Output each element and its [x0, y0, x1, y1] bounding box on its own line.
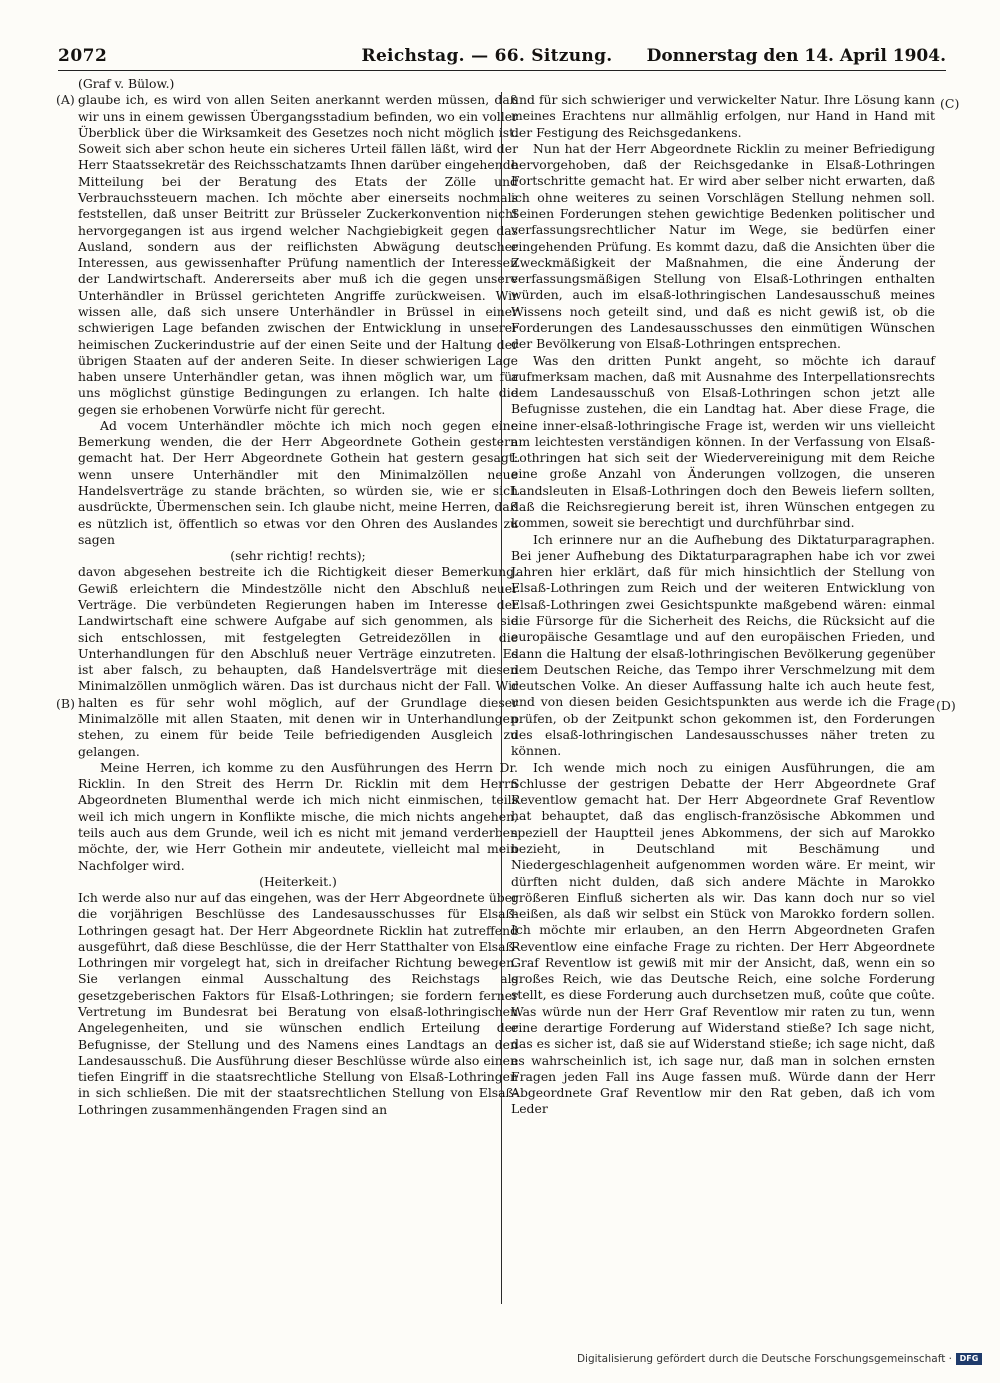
margin-marker-a: (A) — [56, 92, 75, 107]
paragraph: und für sich schwieriger und verwickelter Natur. Ihre Lösung kann meines Erachtens nur allmählig erfolgen, nur Hand in Hand mit der Festigung des Reichsgedankens. — [511, 92, 935, 140]
session-date: Donnerstag den 14. April 1904. — [646, 46, 946, 66]
speaker-label: (Graf v. Bülow.) — [78, 76, 175, 91]
margin-marker-d: (D) — [936, 698, 956, 713]
margin-marker-b: (B) — [56, 696, 75, 711]
funding-credit: Digitalisierung gefördert durch die Deutsche Forschungsgemeinschaft · — [576, 1353, 952, 1365]
paragraph: Ad vocem Unterhändler möchte ich mich noch gegen eine Bemerkung wenden, die der Herr Abgeordnete Gothein gestern gemacht hat. Der Herr Abgeordnete Gothein hat gestern gesagt: wenn unsere Unterhändler mit den Minimalzöllen neue Handelsverträge zu stande brächten, so würden sie, wie er sich ausdrückte, Übermenschen sein. Ich glaube nicht, meine Herren, daß es nützlich ist, öffentlich so etwas vor den Ohren des Auslandes zu sagen — [78, 417, 518, 547]
paragraph: Ich werde also nur auf das eingehen, was der Herr Abgeordnete über die vorjährigen Beschlüsse des Landesausschusses für Elsaß-Lothringen gesagt hat. Der Herr Abgeordnete Ricklin hat zutreffend ausgeführt, daß diese Beschlüsse, die der Herr Statthalter von Elsaß-Lothringen mir vorgelegt hat, sich in dreifacher Richtung bewegen. Sie verlangen einmal Ausschaltung des Reichstags als gesetzgeberischen Faktors für Elsaß-Lothringen; sie fordern ferner Vertretung im Bundesrat bei Beratung von elsaß-lothringischen Angelegenheiten, und sie wünschen endlich Erteilung der Befugnisse, der Stellung und des Namens eines Landtags an den Landesausschuß. Die Ausführung dieser Beschlüsse würde also einen tiefen Eingriff in die staatsrechtliche Stellung von Elsaß-Lothringen in sich schließen. Die mit der staatsrechtlichen Stellung von Elsaß-Lothringen zusammenhängenden Fragen sind an — [78, 890, 518, 1117]
paragraph: Meine Herren, ich komme zu den Ausführungen des Herrn Dr. Ricklin. In den Streit des Herrn Dr. Ricklin mit dem Herrn Abgeordneten Blumenthal werde ich mich nicht einmischen, teils weil ich mich ungern in Konflikte mische, die mich nichts angehen, teils auch aus dem Grunde, weil ich es nicht mit jemand verderben möchte, der, wie Herr Gothein mir andeutete, vielleicht mal mein Nachfolger wird. — [78, 759, 518, 873]
paragraph: Ich erinnere nur an die Aufhebung des Diktaturparagraphen. Bei jener Aufhebung des Diktaturparagraphen habe ich vor zwei Jahren hier erklärt, daß für mich hinsichtlich der Stellung von Elsaß-Lothringen zum Reich und der weiteren Entwicklung von Elsaß-Lothringen zwei Gesichtspunkte maßgebend wären: einmal die Fürsorge für die Sicherheit des Reichs, die Rücksicht auf die europäische Gesamtlage und auf den europäischen Frieden, und dann die Haltung der elsaß-lothringischen Bevölkerung gegenüber dem Deutschen Reiche, das Tempo ihrer Verschmelzung mit dem deutschen Volke. An dieser Auffassung halte ich auch heute fest, und von diesen beiden Gesichtspunkten aus werde ich die Frage prüfen, ob der Zeitpunkt schon gekommen ist, den Forderungen des elsaß-lothringischen Landesausschusses näher treten zu können. — [511, 531, 935, 759]
page-number: 2072 — [58, 46, 108, 66]
paragraph: Was den dritten Punkt angeht, so möchte ich darauf aufmerksam machen, daß mit Ausnahme des Interpellationsrechts dem Landesausschuß von Elsaß-Lothringen schon jetzt alle Befugnisse zustehen, die ein Landtag hat. Aber diese Frage, die eine inner-elsaß-lothringische Frage ist, werden wir uns vielleicht am leichtesten verständigen können. In der Verfassung von Elsaß-Lothringen hat sich seit der Wiedervereinigung mit dem Reiche eine große Anzahl von Änderungen vollzogen, die unseren Landsleuten in Elsaß-Lothringen doch den Beweis liefern sollten, daß die Reichsregierung bereit ist, ihren Wünschen entgegen zu kommen, soweit sie berechtigt und durchführbar sind. — [511, 352, 935, 531]
margin-marker-c: (C) — [940, 96, 960, 111]
running-head: Reichstag. — 66. Sitzung. — [361, 46, 613, 66]
footer-credit — [577, 1353, 982, 1365]
paragraph: glaube ich, es wird von allen Seiten anerkannt werden müssen, daß wir uns in einem gewissen Übergangsstadium befinden, wo ein voller Überblick über die Wirksamkeit des Gesetzes noch nicht möglich ist. Soweit sich aber schon heute ein sicheres Urteil fällen läßt, wird der Herr Staatssekretär des Reichsschatzamts Ihnen darüber eingehende Mitteilung bei der Beratung des Etats der Zölle und Verbrauchssteuern machen. Ich möchte aber einerseits nochmals feststellen, daß unser Beitritt zur Brüsseler Zuckerkonvention nicht hervorgegangen ist aus irgend welcher Nachgiebigkeit gegen das Ausland, sondern aus der reiflichsten Abwägung deutscher Interessen, aus gewissenhafter Prüfung namentlich der Interessen der Landwirtschaft. Andererseits aber muß ich die gegen unsere Unterhändler in Brüssel gerichteten Angriffe zurückweisen. Wir wissen alle, daß sich unsere Unterhändler in Brüssel in einer schwierigen Lage befanden zwischen der Entwicklung in unserer heimischen Zuckerindustrie auf der einen Seite und der Haltung der übrigen Staaten auf der anderen Seite. In dieser schwierigen Lage haben unsere Unterhändler getan, was ihnen möglich war, um für uns möglichst günstige Bedingungen zu erlangen. Ich halte die gegen sie erhobenen Vorwürfe nicht für gerecht. — [78, 92, 518, 417]
paragraph: Ich wende mich noch zu einigen Ausführungen, die am Schlusse der gestrigen Debatte der Herr Abgeordnete Graf Reventlow gemacht hat. Der Herr Abgeordnete Graf Reventlow hat behauptet, daß das englisch-französische Abkommen und speziell der Hauptteil jenes Abkommens, der sich auf Marokko bezieht, in Deutschland mit Beschämung und Niedergeschlagenheit aufgenommen worden wäre. Er meint, wir dürften nicht dulden, daß sich andere Mächte in Marokko größeren Einfluß sicherten als wir. Das kann doch nur so viel heißen, als daß wir selbst ein Stück von Marokko fordern sollen. Ich möchte mir erlauben, an den Herrn Abgeordneten Grafen Reventlow eine einfache Frage zu richten. Der Herr Abgeordnete Graf Reventlow ist gewiß mit mir der Ansicht, daß, wenn ein so großes Reich, wie das Deutsche Reich, eine solche Forderung stellt, es diese Forderung auch durchsetzen muß, coûte que coûte. Was würde nun der Herr Graf Reventlow mir raten zu tun, wenn eine derartige Forderung auf Widerstand stieße? Ich sage nicht, das es sicher ist, daß sie auf Widerstand stieße; ich sage nicht, daß es wahrscheinlich ist, ich sage nur, daß man in solchen ernsten Fragen jeden Fall ins Auge fassen muß. Würde dann der Herr Abgeordnete Graf Reventlow mir den Rat geben, daß ich vom Leder — [511, 759, 935, 1117]
paragraph: Nun hat der Herr Abgeordnete Ricklin zu meiner Befriedigung hervorgehoben, daß der Reichsgedanke in Elsaß-Lothringen Fortschritte gemacht hat. Er wird aber selber nicht erwarten, daß ich ohne weiteres zu seinen Vorschlägen Stellung nehmen soll. Seinen Forderungen stehen gewichtige Bedenken politischer und verfassungsrechtlicher Natur im Wege, sie bedürfen einer eingehenden Prüfung. Es kommt dazu, daß die Ansichten über die Zweckmäßigkeit der Maßnahmen, die eine Änderung der verfassungsmäßigen Stellung von Elsaß-Lothringen enthalten würden, auch im elsaß-lothringischen Landesausschuß meines Wissens noch geteilt sind, und daß es nicht gewiß ist, ob die Forderungen des Landesausschusses den einmütigen Wünschen der Bevölkerung von Elsaß-Lothringen entsprechen. — [511, 140, 935, 352]
right-column — [511, 92, 935, 1118]
dfg-logo: DFG — [956, 1353, 982, 1365]
page-header — [58, 44, 946, 71]
interjection: (sehr richtig! rechts); — [230, 548, 366, 564]
interjection: (Heiterkeit.) — [259, 873, 337, 889]
paragraph: davon abgesehen bestreite ich die Richtigkeit dieser Bemerkung. Gewiß erleichtern die Mindestzölle nicht den Abschluß neuer Verträge. Die verbündeten Regierungen haben im Interesse der Landwirtschaft eine schwere Aufgabe auf sich genommen, als sie sich entschlossen, mit festgelegten Getreidezöllen in die Unterhandlungen für den Abschluß neuer Verträge einzutreten. Es ist aber falsch, zu behaupten, daß Handelsverträge mit diesen Minimalzöllen unmöglich wären. Das ist durchaus nicht der Fall. Wir halten es für sehr wohl möglich, auf der Grundlage dieser Minimalzölle mit allen Staaten, mit denen wir in Unterhandlungen stehen, zu einem für beide Teile befriedigenden Ausgleich zu gelangen. — [78, 564, 518, 759]
left-column — [78, 76, 518, 1118]
